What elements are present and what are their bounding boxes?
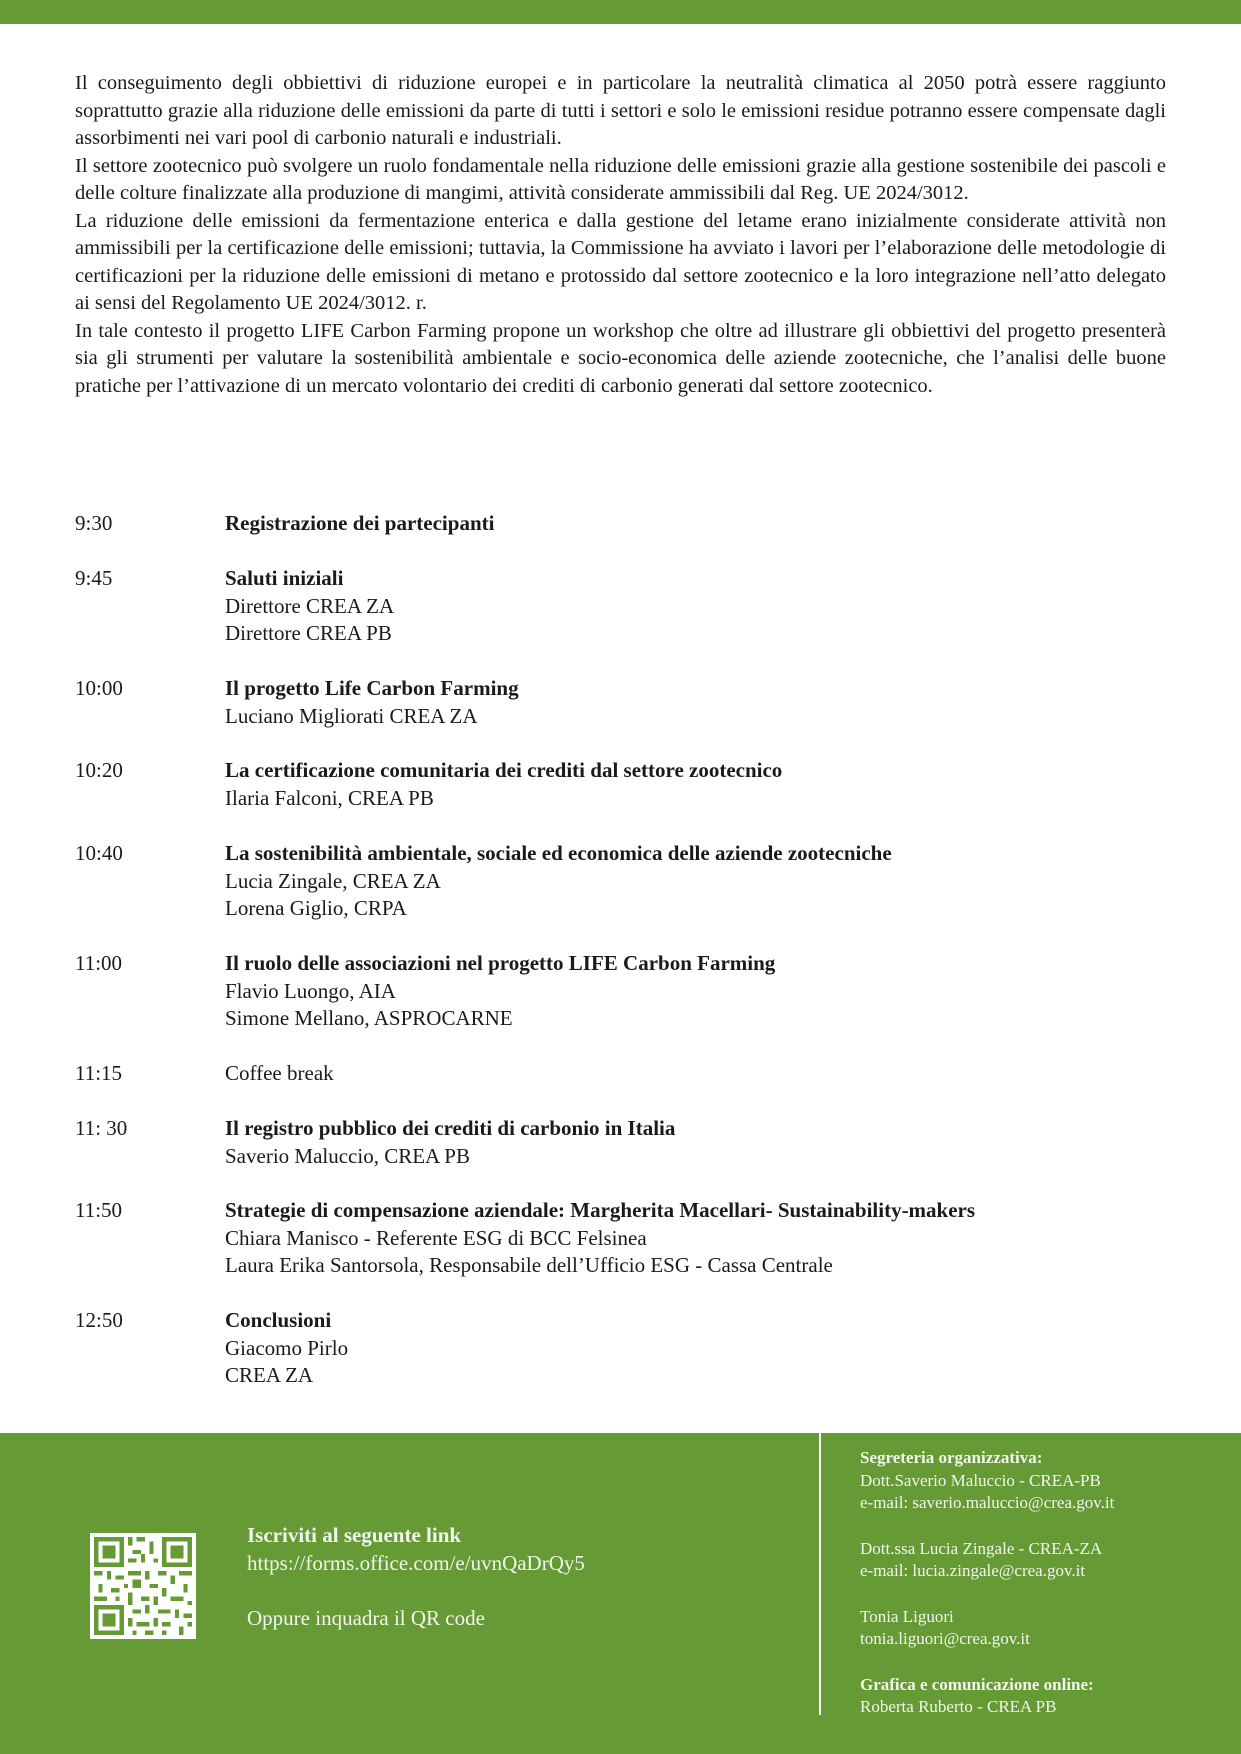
contact-email[interactable]: tonia.liguori@crea.gov.it	[860, 1629, 1030, 1648]
agenda-time: 10:40	[75, 841, 123, 865]
agenda-item	[75, 1197, 1166, 1307]
agenda	[75, 510, 1166, 1389]
registration-block	[247, 1521, 585, 1632]
intro-paragraph: Il conseguimento degli obbiettivi di riduzione europei e in particolare la neutralità climatica al 2050 potrà essere raggiunto soprattutto grazie alla riduzione delle emissioni da parte di tutti i settori e solo le emissioni residue potranno essere compensate dagli assorbimenti nei vari pool di carbonio naturali e industriali.	[75, 72, 1166, 149]
agenda-speaker: Giacomo Pirlo	[225, 1335, 349, 1360]
agenda-speaker: Flavio Luongo, AIA	[225, 978, 396, 1003]
agenda-title: Il registro pubblico dei crediti di carbonio in Italia	[225, 1116, 676, 1140]
agenda-item	[75, 1060, 1166, 1115]
agenda-speaker: Ilaria Falconi, CREA PB	[225, 785, 434, 810]
agenda-title: Il progetto Life Carbon Farming	[225, 676, 519, 700]
agenda-speaker: Direttore CREA ZA	[225, 593, 395, 618]
agenda-speaker: Saverio Maluccio, CREA PB	[225, 1143, 470, 1168]
intro-text	[75, 70, 1166, 400]
graphics-name: Roberta Ruberto - CREA PB	[860, 1697, 1057, 1716]
agenda-time: 10:20	[75, 758, 123, 782]
agenda-item	[75, 510, 1166, 565]
intro-paragraph: Il settore zootecnico può svolgere un ruolo fondamentale nella riduzione delle emissioni grazie alla gestione sostenibile dei pascoli e delle colture finalizzate alla produzione di mangimi, attività considerate ammissibili dal Reg. UE 2024/3012.	[75, 154, 1166, 204]
agenda-item	[75, 675, 1166, 757]
agenda-title: Il ruolo delle associazioni nel progetto LIFE Carbon Farming	[225, 951, 776, 975]
agenda-item	[75, 950, 1166, 1060]
footer	[0, 1433, 1241, 1754]
footer-divider	[819, 1433, 821, 1715]
contact-name: Dott.ssa Lucia Zingale - CREA-ZA	[860, 1538, 1103, 1558]
contact-name: Dott.Saverio Maluccio - CREA-PB	[860, 1470, 1101, 1490]
agenda-speaker: Chiara Manisco - Referente ESG di BCC Felsinea	[225, 1225, 647, 1250]
agenda-time: 11:50	[75, 1198, 123, 1222]
qr-code-icon[interactable]	[90, 1533, 196, 1639]
agenda-time: 11: 30	[75, 1116, 128, 1140]
agenda-item	[75, 1115, 1166, 1197]
agenda-title: Coffee break	[225, 1061, 334, 1085]
agenda-item	[75, 1307, 1166, 1389]
agenda-title: La sostenibilità ambientale, sociale ed economica delle aziende zootecniche	[225, 841, 892, 865]
agenda-title: Strategie di compensazione aziendale: Margherita Macellari- Sustainability-makers	[225, 1198, 976, 1222]
graphics-title: Grafica e comunicazione online:	[860, 1674, 1094, 1694]
agenda-speaker: Laura Erika Santorsola, Responsabile dell’Ufficio ESG - Cassa Centrale	[225, 1253, 833, 1277]
contacts-block	[860, 1447, 1114, 1719]
agenda-speaker: Lucia Zingale, CREA ZA	[225, 868, 441, 893]
agenda-speaker: Simone Mellano, ASPROCARNE	[225, 1006, 513, 1030]
secretariat-title: Segreteria organizzativa:	[860, 1448, 1043, 1467]
registration-link[interactable]: https://forms.office.com/e/uvnQaDrQy5	[247, 1551, 585, 1575]
agenda-item	[75, 840, 1166, 950]
agenda-time: 11:00	[75, 951, 123, 975]
intro-paragraph: In tale contesto il progetto LIFE Carbon Farming propone un workshop che oltre ad illustrare gli obbiettivi del progetto presenterà sia gli strumenti per valutare la sostenibilità ambientale e socio-economica delle aziende zootecniche, che l’analisi delle buone pratiche per l’attivazione di un mercato volontario dei crediti di carbonio generati dal settore zootecnico.	[75, 319, 1166, 397]
agenda-time: 9:45	[75, 566, 113, 590]
agenda-speaker: Direttore CREA PB	[225, 621, 392, 645]
agenda-time: 10:00	[75, 676, 123, 700]
agenda-time: 11:15	[75, 1061, 123, 1085]
agenda-speaker: Luciano Migliorati CREA ZA	[225, 703, 478, 728]
contact-name: Tonia Liguori	[860, 1606, 954, 1626]
agenda-title: Registrazione dei partecipanti	[225, 511, 495, 535]
agenda-time: 9:30	[75, 511, 113, 535]
agenda-title: La certificazione comunitaria dei crediti dal settore zootecnico	[225, 758, 783, 782]
agenda-title: Saluti iniziali	[225, 566, 344, 590]
top-green-bar	[0, 0, 1241, 24]
intro-paragraph: La riduzione delle emissioni da fermentazione enterica e dalla gestione del letame erano inizialmente considerate attività non ammissibili per la certificazione delle emissioni; tuttavia, la Commissione ha avviato i lavori per l’elaborazione delle metodologie di certificazioni per la riduzione delle emissioni di metano e protossido dal settore zootecnico e la loro integrazione nell’atto delegato ai sensi del Regolamento UE 2024/3012. r.	[75, 209, 1166, 314]
agenda-title: Conclusioni	[225, 1308, 332, 1332]
agenda-item	[75, 565, 1166, 675]
contact-email[interactable]: e-mail: lucia.zingale@crea.gov.it	[860, 1561, 1086, 1580]
agenda-speaker: CREA ZA	[225, 1363, 314, 1387]
agenda-item	[75, 757, 1166, 840]
registration-title: Iscriviti al seguente link	[247, 1523, 462, 1547]
agenda-speaker: Lorena Giglio, CRPA	[225, 896, 407, 920]
qr-instruction: Oppure inquadra il QR code	[247, 1606, 485, 1630]
contact-email[interactable]: e-mail: saverio.maluccio@crea.gov.it	[860, 1493, 1115, 1512]
agenda-time: 12:50	[75, 1308, 123, 1332]
